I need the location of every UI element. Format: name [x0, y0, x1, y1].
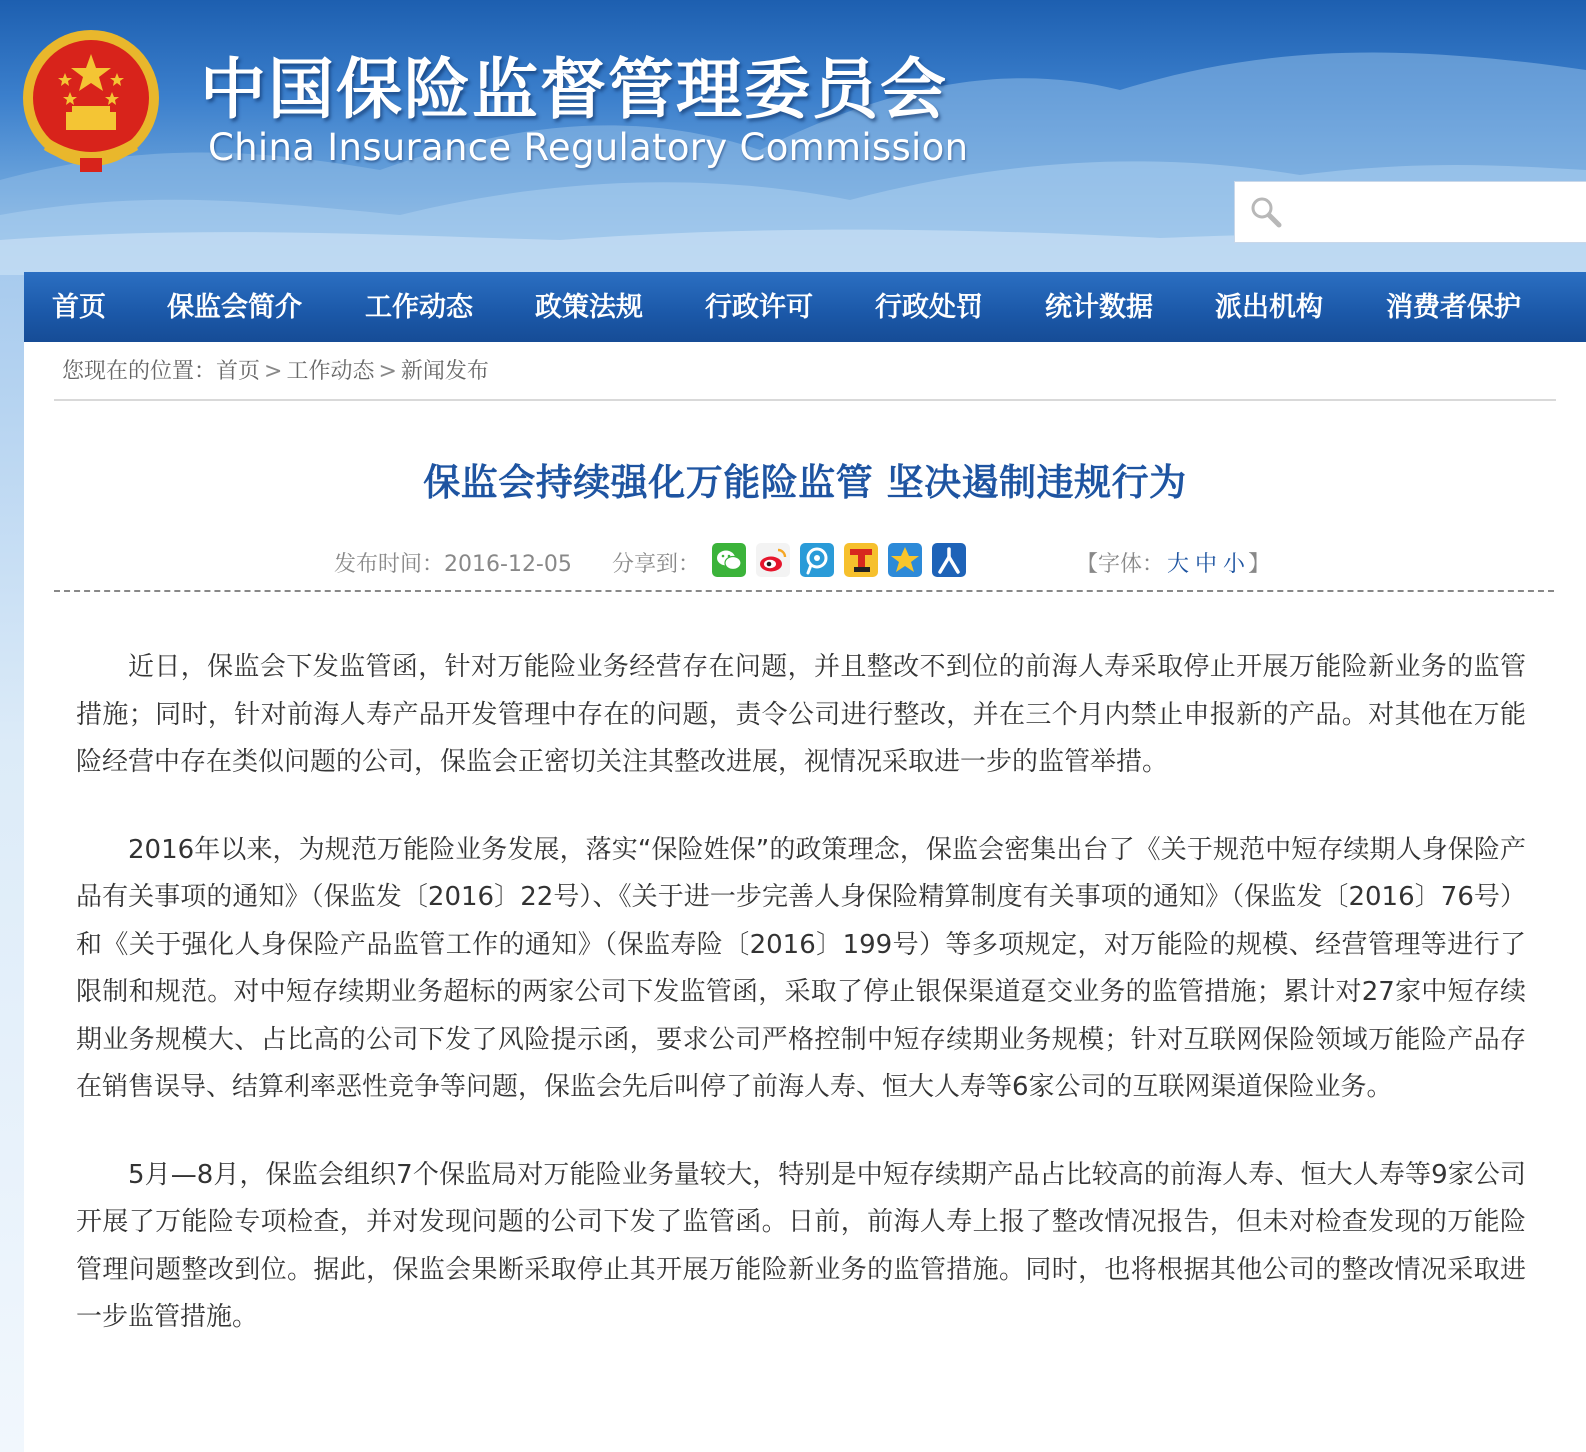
site-title-chinese: 中国保险监督管理委员会	[200, 51, 948, 128]
breadcrumb-prefix: 您现在的位置：	[62, 359, 217, 384]
left-edge-decoration	[0, 275, 24, 1452]
breadcrumb-separator: >	[378, 359, 397, 384]
article-meta	[0, 543, 1586, 583]
nav-item-consumer-protection[interactable]: 消费者保护	[1386, 292, 1521, 323]
article-paragraph: 5月—8月，保监会组织7个保监局对万能险业务量较大，特别是中短存续期产品占比较高的前海人寿、恒大人寿等9家公司开展了万能险专项检查，并对发现问题的公司下发了监管函。日前，前海人寿上报了整改情况报告，但未对检查发现的万能险管理问题整改到位。据此，保监会果断采取停止其开展万能险新业务的监管措施。同时，也将根据其他公司的整改情况采取进一步监管措施。	[76, 1159, 1526, 1332]
qzone-icon[interactable]	[888, 543, 922, 577]
share-label: 分享到：	[612, 552, 701, 577]
publish-date-label: 发布时间：	[334, 552, 445, 577]
weibo-icon[interactable]	[756, 543, 790, 577]
divider	[54, 399, 1556, 401]
breadcrumb-news-release[interactable]: 新闻发布	[400, 359, 489, 384]
nav-item-licensing[interactable]: 行政许可	[705, 292, 813, 323]
tieba-icon[interactable]	[844, 543, 878, 577]
font-size-close: 】	[1248, 552, 1271, 577]
nav-item-home[interactable]: 首页	[52, 292, 106, 323]
main-nav	[24, 272, 1586, 342]
breadcrumb	[62, 354, 489, 384]
site-header	[0, 0, 1586, 275]
search-input[interactable]	[1293, 192, 1583, 232]
article-paragraph: 2016年以来，为规范万能险业务发展，落实“保险姓保”的政策理念，保监会密集出台了《关于规范中短存续期人身保险产品有关事项的通知》（保监发〔2016〕22号）、《关于进一步完善人身保险精算制度有关事项的通知》（保监发〔2016〕76号）和《关于强化人身保险产品监管工作的通知》（保监寿险〔2016〕199号）等多项规定，对万能险的规模、经营管理等进行了限制和规范。对中短存续期业务超标的两家公司下发监管函，采取了停止银保渠道趸交业务的监管措施；累计对27家中短存续期业务规模大、占比高的公司下发了风险提示函，要求公司严格控制中短存续期业务规模；针对互联网保险领域万能险产品存在销售误导、结算利率恶性竞争等问题，保监会先后叫停了前海人寿、恒大人寿等6家公司的互联网渠道保险业务。	[76, 834, 1526, 1102]
article-title: 保监会持续强化万能险监管 坚决遏制违规行为	[423, 461, 1187, 504]
nav-item-branches[interactable]: 派出机构	[1215, 292, 1323, 323]
tencent-weibo-icon[interactable]	[800, 543, 834, 577]
nav-item-penalties[interactable]: 行政处罚	[875, 292, 983, 323]
article-paragraph: 近日，保监会下发监管函，针对万能险业务经营存在问题，并且整改不到位的前海人寿采取停止开展万能险新业务的监管措施；同时，针对前海人寿产品开发管理中存在的问题，责令公司进行整改，并在三个月内禁止申报新的产品。对其他在万能险经营中存在类似问题的公司，保监会正密切关注其整改进展，视情况采取进一步的监管举措。	[76, 652, 1526, 777]
national-emblem-icon	[20, 26, 162, 182]
nav-item-about[interactable]: 保监会简介	[167, 292, 302, 323]
nav-item-policy[interactable]: 政策法规	[535, 292, 643, 323]
font-size-medium-option[interactable]: 中	[1195, 552, 1218, 577]
publish-date	[334, 547, 572, 578]
font-size-small-option[interactable]: 小	[1223, 552, 1246, 577]
breadcrumb-work-news[interactable]: 工作动态	[286, 359, 375, 384]
renren-icon[interactable]	[932, 543, 966, 577]
nav-item-statistics[interactable]: 统计数据	[1045, 292, 1153, 323]
font-size-large-option[interactable]: 大	[1167, 552, 1190, 577]
dashed-divider	[54, 590, 1554, 592]
breadcrumb-home[interactable]: 首页	[216, 359, 261, 384]
nav-item-work-news[interactable]: 工作动态	[365, 292, 473, 323]
search-icon[interactable]	[1249, 195, 1283, 229]
search-box[interactable]	[1234, 181, 1586, 243]
site-title-english: China Insurance Regulatory Commission	[208, 126, 969, 169]
font-size-control	[1076, 547, 1270, 578]
font-size-label: 【字体：	[1076, 552, 1165, 577]
publish-date-value: 2016-12-05	[444, 552, 572, 577]
breadcrumb-separator: >	[264, 359, 283, 384]
wechat-icon[interactable]	[712, 543, 746, 577]
article-body	[76, 644, 1526, 1382]
